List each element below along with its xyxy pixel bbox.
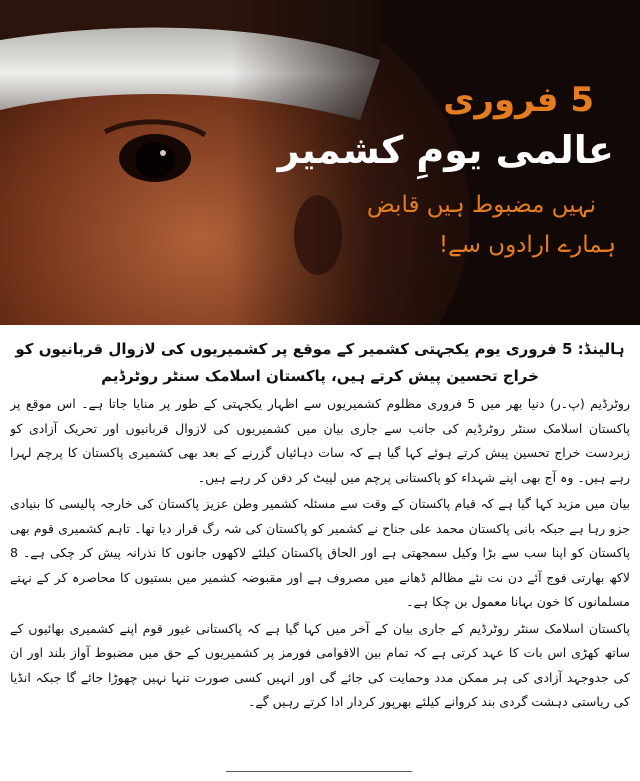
article-paragraph: بیان میں مزید کہا گیا ہے کہ قیام پاکستان کے وقت سے مسئلہ کشمیر وطن عزیز پاکستان کی خارجہ پالیسی کا بنیادی جزو رہا ہے جبکہ بانی پاکستان محمد علی جناح نے کشمیر کو پاکستان کی شہ رگ قرار دیا تھا۔ تاہم کشمیری قوم بھی پاکستان کو اپنا سب سے بڑا وکیل سمجھتی ہے اور الحاق پاکستان کیلئے لاکھوں جانوں کا نذرانہ پیش کر چکی ہے۔ 8 لاکھ بھارتی فوج آئے دن نت نئے مظالم ڈھانے میں مصروف ہے اور مقبوضہ کشمیر میں بستیوں کا محاصرہ کر کے نہتے مسلمانوں کا خون بہانا معمول بن چکا ہے۔ [10, 496, 630, 609]
banner-title: عالمی یومِ کشمیر [277, 128, 614, 172]
article-paragraph: پاکستان اسلامک سنٹر روٹرڈیم کے جاری بیان کے آخر میں کہا گیا ہے کہ پاکستانی غیور قوم اپنے کشمیری بھائیوں کے ساتھ کھڑی اس بات کا عہد کرتی ہے کہ تمام بین الاقوامی فورمز پر کشمیریوں کے حق میں مضبوط آواز بلند اور ان کی جدوجہد آزادی کی ہر ممکن مدد وحمایت کی جائے گی اور انہیں کسی صورت تنہا نہیں چھوڑا جائے گا جبکہ انڈیا کی ریاستی دہشت گردی بند کروانے کیلئے بھرپور کردار ادا کرتے رہیں گے۔ [10, 620, 630, 709]
article-paragraph: روٹرڈیم (پ۔ر) دنیا بھر میں 5 فروری مظلوم کشمیریوں سے اظہار یکجہتی کے طور پر منایا جاتا ہے۔ اس موقع پر پاکستان اسلامک سنٹر روٹرڈیم کی جانب سے جاری بیان میں کشمیریوں کی لازوال قربانیوں اور تحریک آزادی کو زبردست خراج تحسین پیش کرتے ہوئے کہا گیا ہے کہ سات دہائیاں گزرنے کے بعد بھی کشمیری پاکستان کا پرچم لہرا رہے ہیں۔ وہ آج بھی اپنے شہداء کو پاکستانی پرچم میں لپیٹ کر دفن کر رہے ہیں۔ [10, 396, 630, 485]
article [10, 336, 630, 756]
article-headline [10, 336, 630, 390]
banner-date: 5 فروری [443, 80, 594, 120]
banner-slogan-line2: ہمارے ارادوں سے! [438, 232, 616, 258]
banner-text [277, 0, 630, 325]
banner-slogan-line1: نہیں مضبوط ہیں قابض [366, 192, 596, 218]
headline-line1: ہالینڈ: 5 فروری یوم یکجہتی کشمیر کے موقع پر کشمیریوں کی لازوال قربانیوں کو [15, 340, 625, 358]
bottom-divider [226, 771, 412, 772]
banner [0, 0, 640, 325]
headline-line2: خراج تحسین پیش کرتے ہیں، پاکستان اسلامک سنٹر روٹرڈیم [101, 367, 539, 385]
